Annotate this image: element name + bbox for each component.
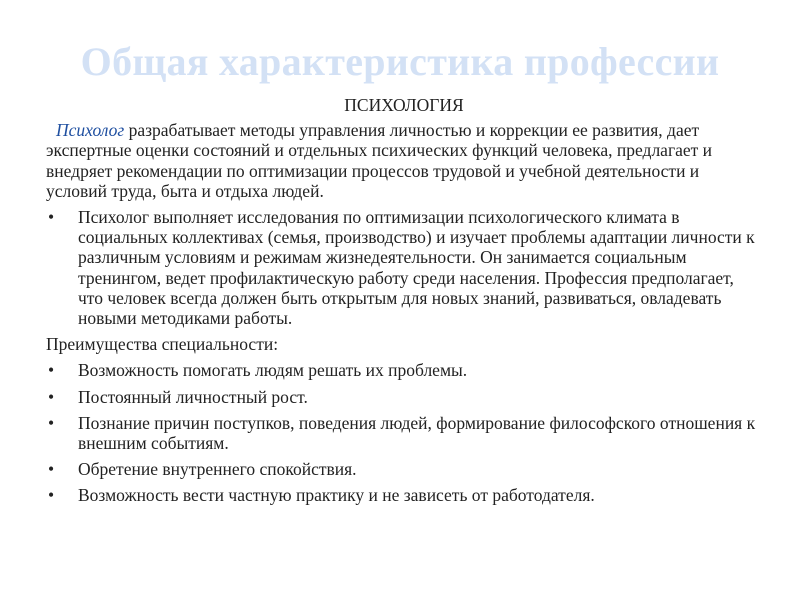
bullet-icon: •: [48, 207, 55, 228]
list-item-text: Возможность вести частную практику и не зависеть от работодателя.: [78, 485, 595, 506]
intro-text: разрабатывает методы управления личностью и коррекции ее развития, дает экспертные оценки состояний и отдельных психических функций человека, предлагает и внедряет рекомендации по оптимизации процессов трудовой и учебной деятельности и условий труда, быта и отдыха людей.: [46, 120, 713, 201]
bullet-icon: •: [48, 386, 55, 407]
list-item: [46, 207, 762, 328]
slide-title: Общая характеристика профессии: [80, 39, 720, 84]
advantages-list: [46, 360, 762, 505]
list-item: [46, 459, 762, 479]
list-item-text: Возможность помогать людям решать их проблемы.: [78, 360, 468, 381]
list-item-text: Психолог выполняет исследования по оптимизации психологического климата в социальных коллективах (семья, производство) и изучает проблемы адаптации личности к различным условиям и режимам жизнедеятельности. Он занимается социальным тренингом, ведет профилактическую работу среди населения. Профессия предполагает, что человек всегда должен быть открытым для новых знаний, развиваться, овладевать новыми методиками работы.: [78, 207, 755, 329]
list-item: [46, 485, 762, 505]
description-list: [46, 207, 762, 328]
bullet-icon: •: [48, 412, 55, 433]
list-item-text: Постоянный личностный рост.: [78, 386, 308, 407]
list-item-text: Познание причин поступков, поведения людей, формирование философского отношения к внешним событиям.: [78, 412, 756, 454]
slide-content: [46, 95, 762, 512]
list-item: [46, 387, 762, 407]
list-item: [46, 360, 762, 380]
intro-paragraph: [46, 120, 762, 201]
bullet-icon: •: [48, 360, 55, 381]
bullet-icon: •: [48, 459, 55, 480]
section-subtitle: ПСИХОЛОГИЯ: [344, 95, 464, 115]
list-item: [46, 413, 762, 453]
list-item-text: Обретение внутреннего спокойствия.: [78, 459, 357, 480]
intro-accent-word: Психолог: [56, 120, 125, 141]
advantages-heading: Преимущества специальности:: [46, 334, 279, 355]
bullet-icon: •: [48, 485, 55, 506]
